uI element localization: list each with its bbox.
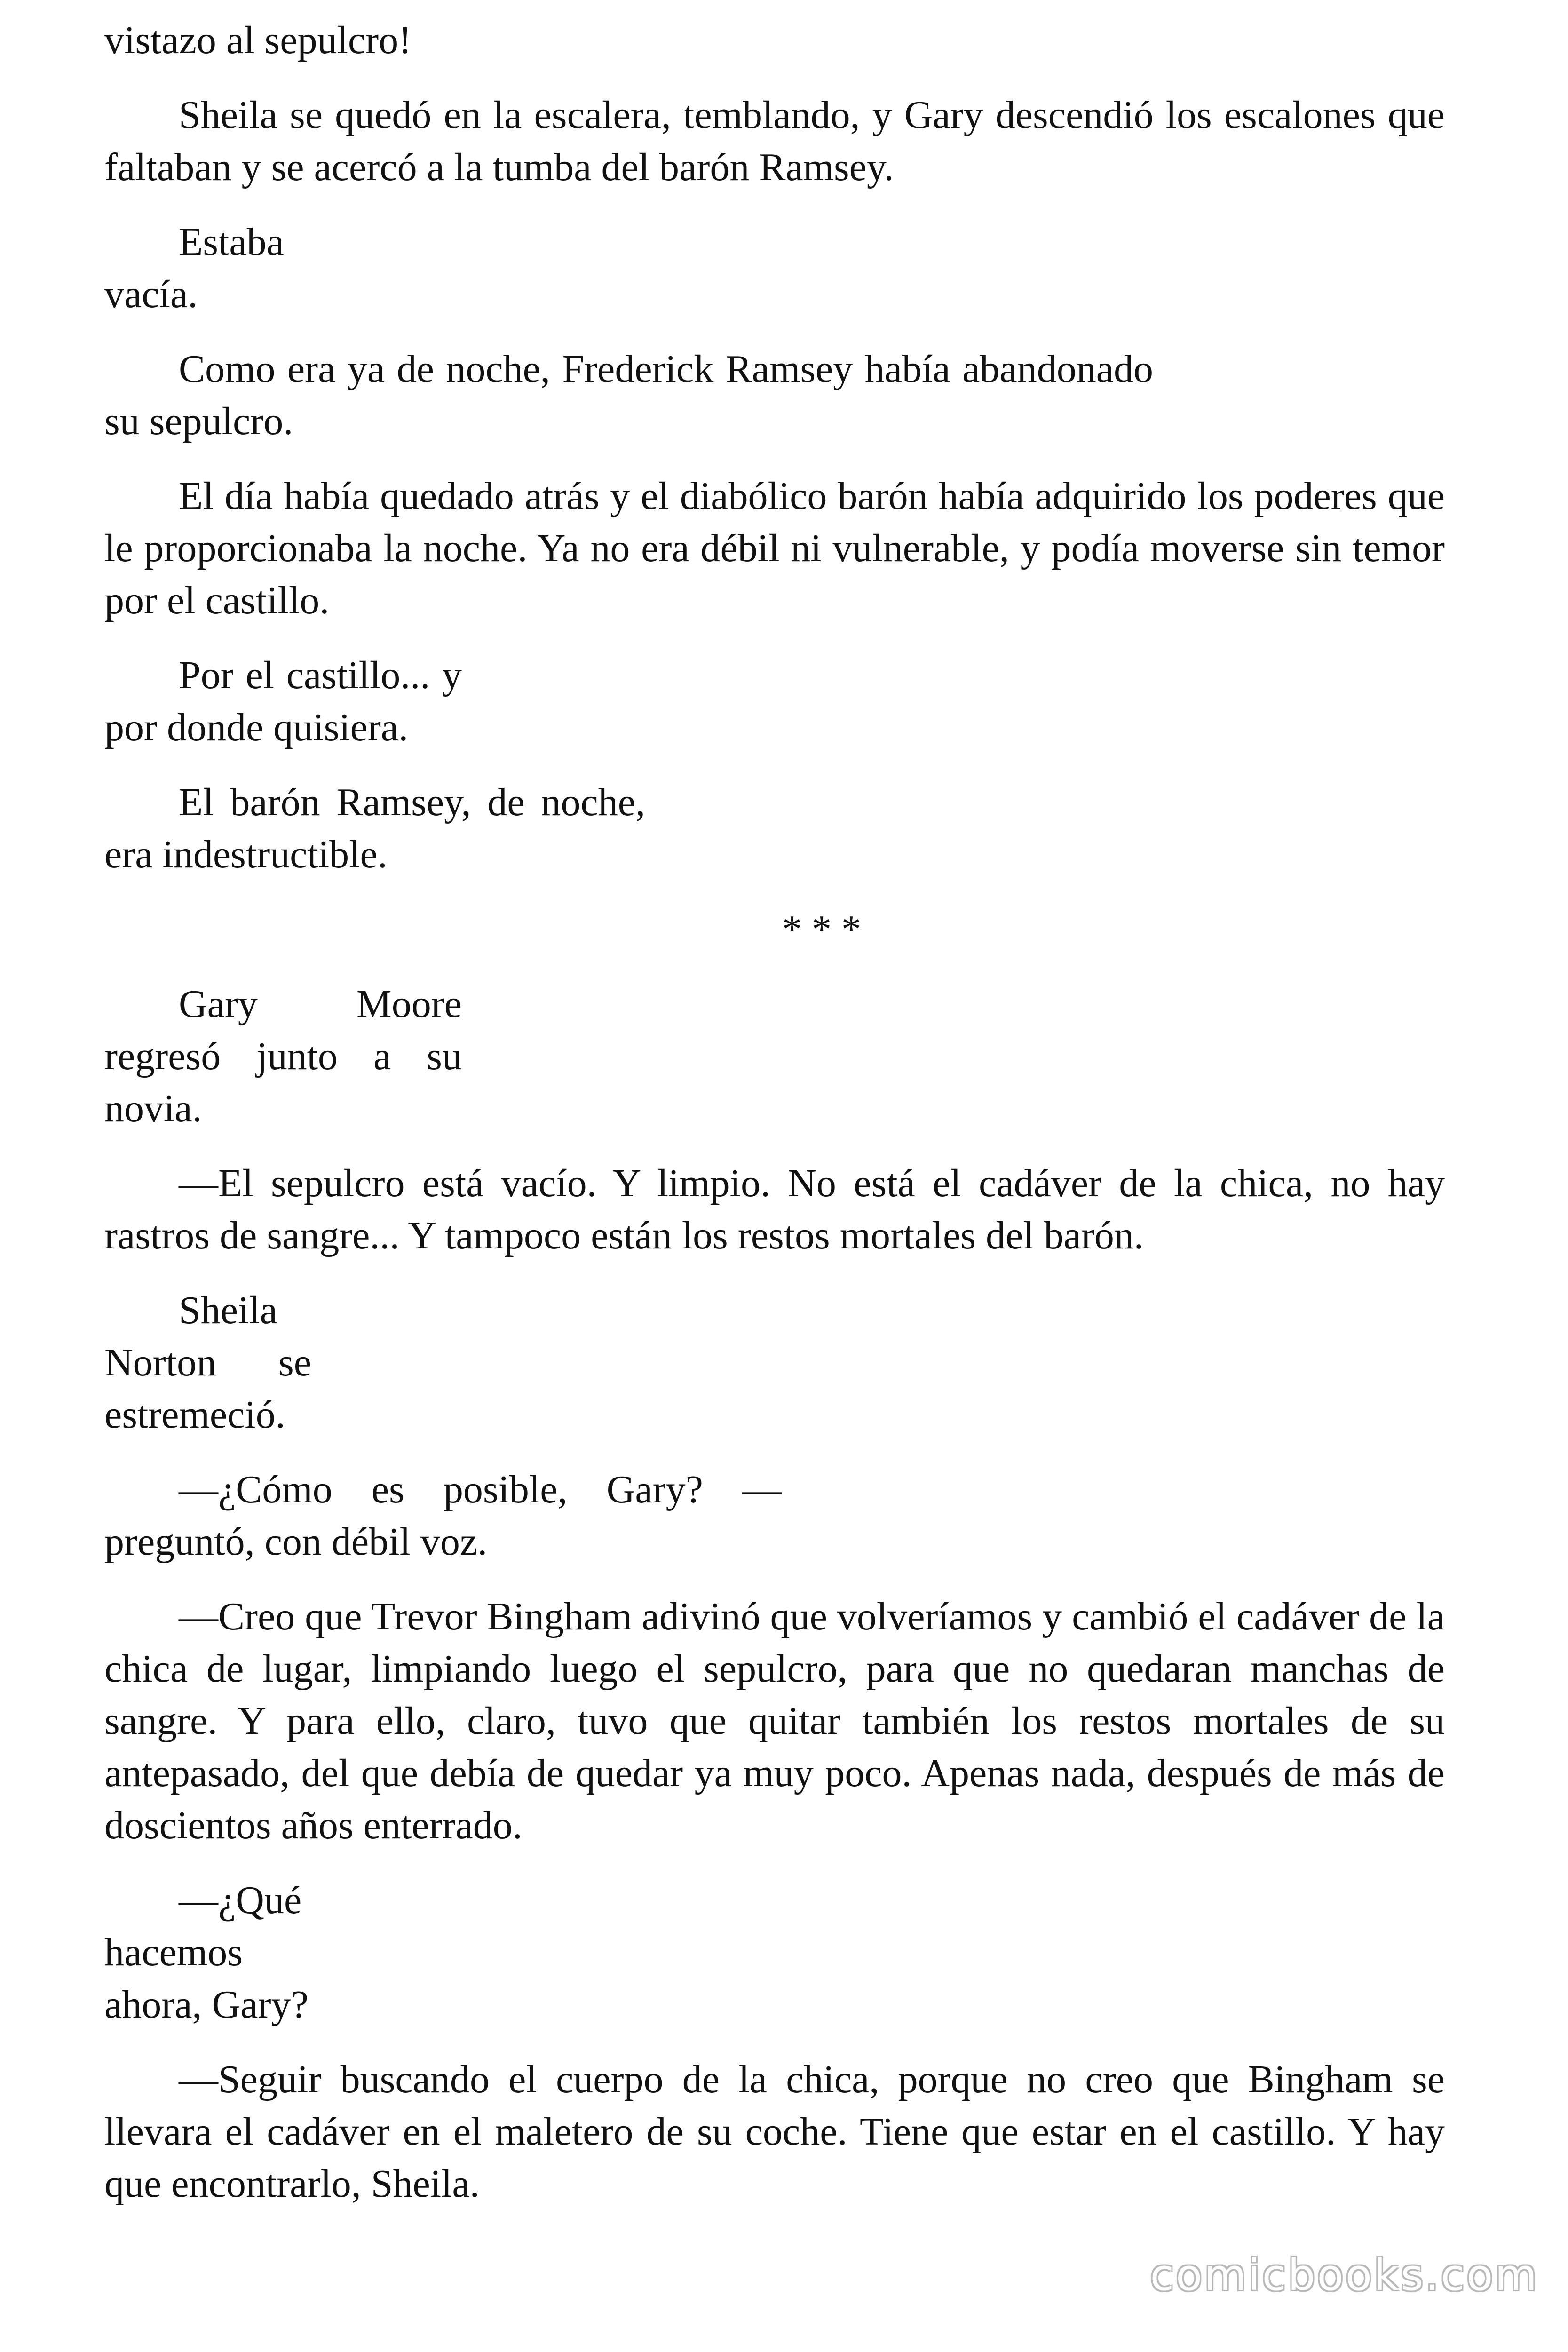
paragraph: El barón Ramsey, de noche, era indestructible. — [104, 780, 645, 876]
paragraph: vistazo al sepulcro! — [104, 18, 412, 62]
paragraph: Por el castillo... y por donde quisiera. — [104, 653, 462, 749]
paragraph: —Creo que Trevor Bingham adivinó que volveríamos y cambió el cadáver de la chica de lugar, limpiando luego el sepulcro, para que no quedaran manchas de sangre. Y para ello, claro, tuvo que quitar también los restos mortales de su antepasado, del que debía de quedar ya muy poco. Apenas nada, después de más de doscientos años enterrado. — [104, 1595, 1445, 1847]
paragraph: Como era ya de noche, Frederick Ramsey había abandonado su sepulcro. — [104, 347, 1153, 443]
paragraph: —¿Qué hacemos ahora, Gary? — [104, 1878, 309, 2026]
paragraph: El día había quedado atrás y el diabólico barón había adquirido los poderes que le proporcionaba la noche. Ya no era débil ni vulnerable, y podía moverse sin temor por el castillo. — [104, 474, 1445, 622]
paragraph: Sheila se quedó en la escalera, temblando, y Gary descendió los escalones que faltaban y se acercó a la tumba del barón Ramsey. — [104, 93, 1445, 189]
paragraph: Estaba vacía. — [104, 220, 284, 316]
paragraph: —Seguir buscando el cuerpo de la chica, porque no creo que Bingham se llevara el cadáver en el maletero de su coche. Tiene que estar en el castillo. Y hay que encontrarlo, Sheila. — [104, 2058, 1445, 2206]
paragraph: Sheila Norton se estremeció. — [104, 1288, 311, 1437]
watermark-logo: comicbooks.com — [1150, 2250, 1539, 2300]
paragraph: —El sepulcro está vacío. Y limpio. No está el cadáver de la chica, no hay rastros de sangre... Y tampoco están los restos mortales del barón. — [104, 1161, 1445, 1257]
paragraph: —¿Cómo es posible, Gary? —preguntó, con débil voz. — [104, 1468, 782, 1564]
body-text — [104, 14, 1445, 2210]
paragraph: Gary Moore regresó junto a su novia. — [104, 982, 462, 1130]
section-separator: * * * — [782, 907, 861, 951]
